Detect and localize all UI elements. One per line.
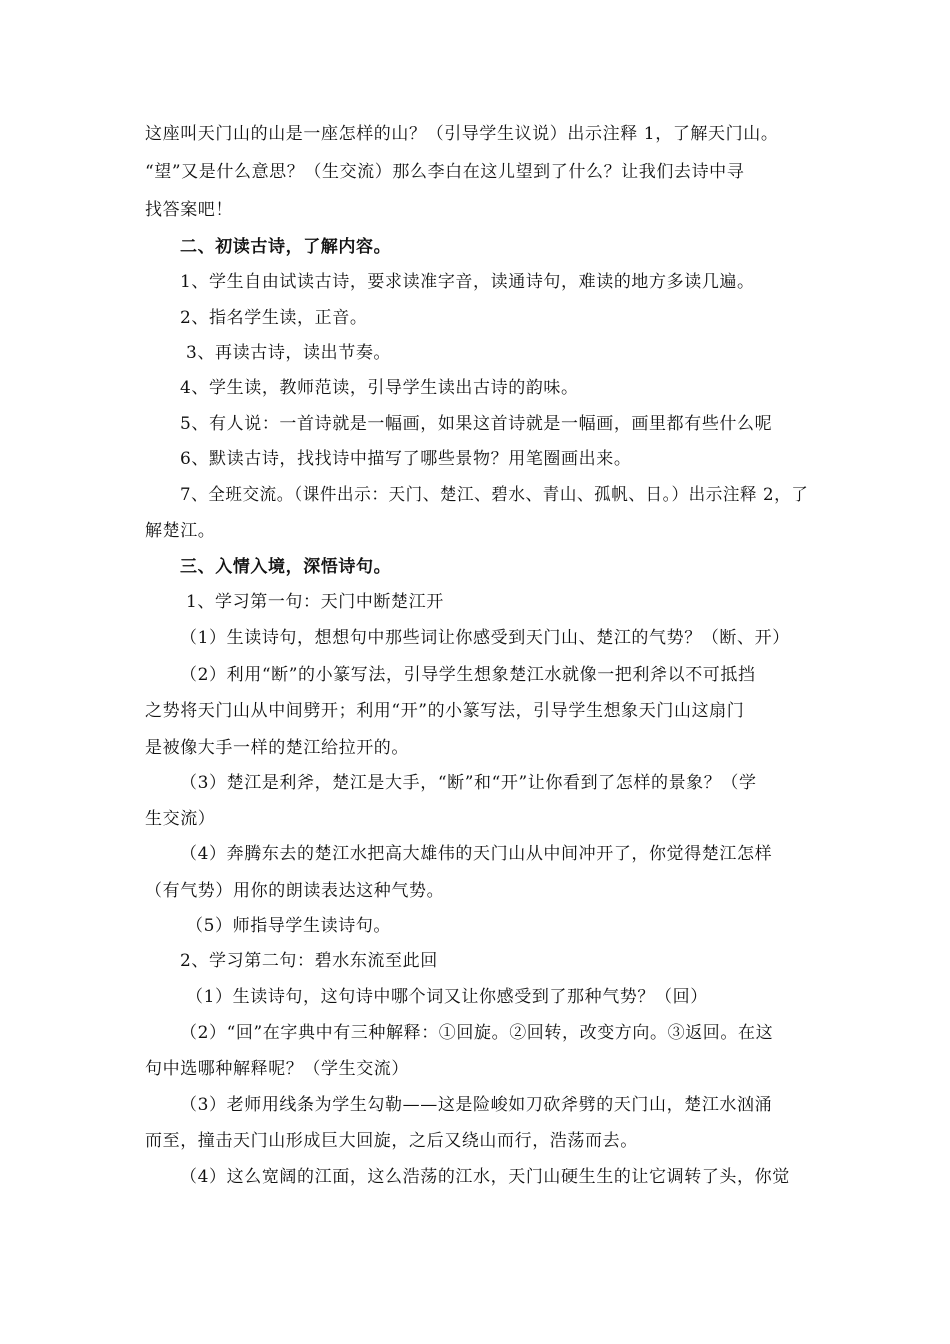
text-line: （1）生读诗句，想想句中那些词让你感受到天门山、楚江的气势？（断、开） (180, 628, 790, 648)
text-line: （2）利用“断”的小篆写法，引导学生想象楚江水就像一把利斧以不可抵挡 (180, 665, 756, 685)
text-line: 6、默读古诗，找找诗中描写了哪些景物？用笔圈画出来。 (180, 449, 632, 469)
text-line: 2、学习第二句：碧水东流至此回 (180, 951, 438, 971)
text-line: 句中选哪种解释呢？（学生交流） (145, 1059, 409, 1079)
text-line: 之势将天门山从中间劈开；利用“开”的小篆写法，引导学生想象天门山这扇门 (145, 701, 745, 721)
text-line: 而至，撞击天门山形成巨大回旋，之后又绕山而行，浩荡而去。 (145, 1131, 638, 1151)
text-line: 1、学习第一句：天门中断楚江开 (186, 592, 444, 612)
text-line: （5）师指导学生读诗句。 (186, 916, 392, 936)
text-line: 生交流） (145, 809, 216, 829)
text-line: （3）楚江是利斧，楚江是大手，“断”和“开”让你看到了怎样的景象？（学 (180, 773, 757, 793)
text-line: “望”又是什么意思？（生交流）那么李白在这儿望到了什么？让我们去诗中寻 (145, 162, 745, 182)
text-line: 5、有人说：一首诗就是一幅画，如果这首诗就是一幅画，画里都有些什么呢 (180, 414, 773, 434)
section-heading: 三、入情入境，深悟诗句。 (180, 557, 392, 577)
text-line: 3、再读古诗，读出节奏。 (186, 343, 392, 363)
text-line: （3）老师用线条为学生勾勒——这是险峻如刀砍斧劈的天门山，楚江水汹涌 (180, 1095, 773, 1115)
text-line: （4）奔腾东去的楚江水把高大雄伟的天门山从中间冲开了，你觉得楚江怎样 (180, 844, 773, 864)
text-line: 1、学生自由试读古诗，要求读准字音，读通诗句，难读的地方多读几遍。 (180, 272, 755, 292)
text-line: 7、全班交流。（课件出示：天门、楚江、碧水、青山、孤帆、日。）出示注释 2，了 (180, 485, 809, 505)
text-line: 2、指名学生读，正音。 (180, 308, 368, 328)
text-line: （有气势）用你的朗读表达这种气势。 (145, 881, 445, 901)
text-line: 解楚江。 (145, 521, 216, 541)
text-line: 这座叫天门山的山是一座怎样的山？（引导学生议说）出示注释 1，了解天门山。 (145, 124, 779, 144)
text-line: （4）这么宽阔的江面，这么浩荡的江水，天门山硬生生的让它调转了头，你觉 (180, 1167, 790, 1187)
text-line: 找答案吧！ (145, 200, 233, 220)
text-line: 4、学生读，教师范读，引导学生读出古诗的韵味。 (180, 378, 579, 398)
text-line: （1）生读诗句，这句诗中哪个词又让你感受到了那种气势？（回） (186, 987, 708, 1007)
text-line: 是被像大手一样的楚江给拉开的。 (145, 738, 409, 758)
section-heading: 二、初读古诗，了解内容。 (180, 237, 392, 257)
text-line: （2）“回”在字典中有三种解释：①回旋。②回转，改变方向。③返回。在这 (180, 1023, 774, 1043)
